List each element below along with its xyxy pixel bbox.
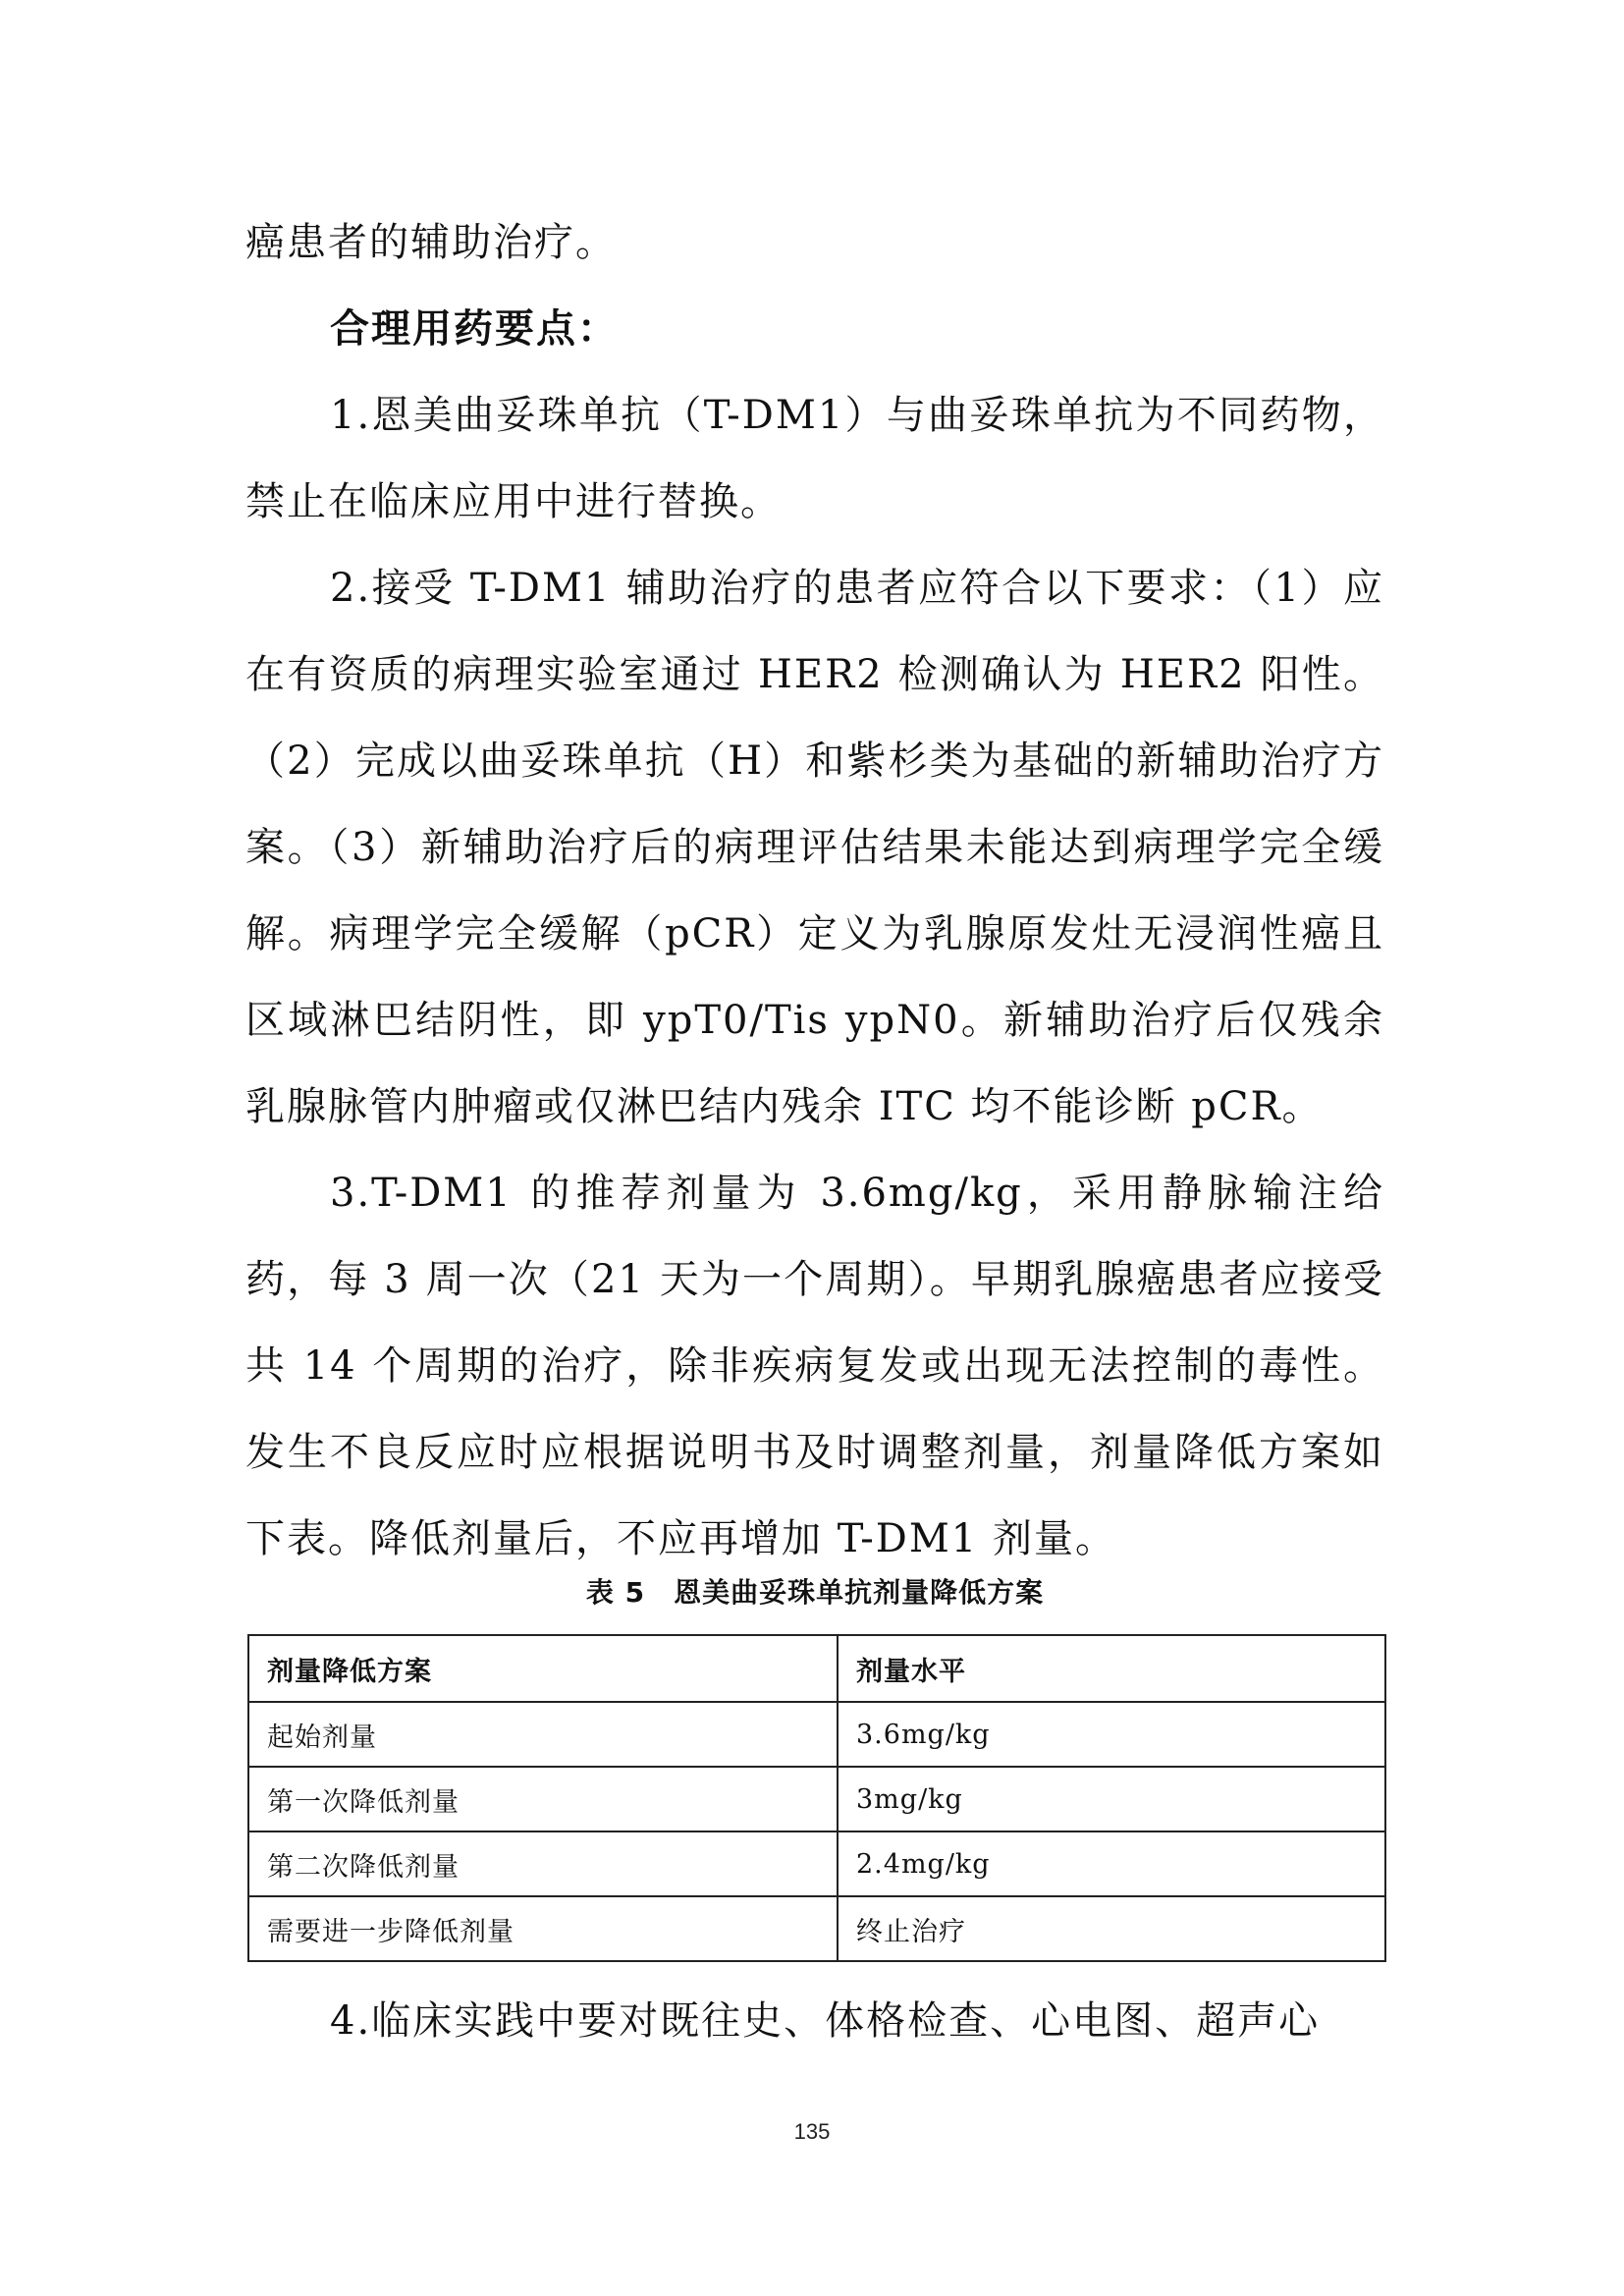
paragraph-4-block bbox=[245, 1978, 1384, 2064]
cell-level: 终止治疗 bbox=[838, 1896, 1385, 1961]
main-text bbox=[245, 199, 1384, 1582]
paragraph-4: 4.临床实践中要对既往史、体格检查、心电图、超声心 bbox=[330, 1998, 1321, 2044]
dose-reduction-table bbox=[247, 1634, 1386, 1962]
opening-line: 癌患者的辅助治疗。 bbox=[245, 220, 617, 265]
table-row bbox=[248, 1767, 1385, 1831]
cell-level: 3mg/kg bbox=[838, 1767, 1385, 1831]
table-row bbox=[248, 1831, 1385, 1896]
cell-level: 3.6mg/kg bbox=[838, 1702, 1385, 1767]
cell-plan: 起始剂量 bbox=[248, 1702, 838, 1767]
cell-plan: 第二次降低剂量 bbox=[248, 1831, 838, 1896]
dose-reduction-table-wrap bbox=[247, 1634, 1386, 1962]
table-row bbox=[248, 1896, 1385, 1961]
cell-plan: 需要进一步降低剂量 bbox=[248, 1896, 838, 1961]
page-number: 135 bbox=[793, 2119, 831, 2144]
paragraph-2: 2.接受 T-DM1 辅助治疗的患者应符合以下要求：（1）应在有资质的病理实验室通过 HER2 检测确认为 HER2 阳性。（2）完成以曲妥珠单抗（H）和紫杉类为基础的新辅助治疗方案。（3）新辅助治疗后的病理评估结果未能达到病理学完全缓解。病理学完全缓解（pCR）定义为乳腺原发灶无浸润性癌且区域淋巴结阴性，即 ypT0/Tis ypN0。新辅助治疗后仅残余乳腺脉管内肿瘤或仅淋巴结内残余 ITC 均不能诊断 pCR。 bbox=[245, 566, 1384, 1129]
cell-level: 2.4mg/kg bbox=[838, 1831, 1385, 1896]
table-header-row bbox=[248, 1635, 1385, 1702]
paragraph-1: 1.恩美曲妥珠单抗（T-DM1）与曲妥珠单抗为不同药物，禁止在临床应用中进行替换。 bbox=[245, 393, 1384, 524]
section-heading: 合理用药要点： bbox=[330, 306, 619, 352]
table-caption: 表 5 恩美曲妥珠单抗剂量降低方案 bbox=[585, 1576, 1045, 1609]
cell-plan: 第一次降低剂量 bbox=[248, 1767, 838, 1831]
header-dose-level: 剂量水平 bbox=[838, 1635, 1385, 1702]
paragraph-3: 3.T-DM1 的推荐剂量为 3.6mg/kg，采用静脉输注给药，每 3 周一次（21 天为一个周期）。早期乳腺癌患者应接受共 14 个周期的治疗，除非疾病复发或出现无法控制的毒性。发生不良反应时应根据说明书及时调整剂量，剂量降低方案如下表。降低剂量后，不应再增加 T-DM1 剂量。 bbox=[245, 1171, 1384, 1561]
header-dose-plan: 剂量降低方案 bbox=[248, 1635, 838, 1702]
table-row bbox=[248, 1702, 1385, 1767]
